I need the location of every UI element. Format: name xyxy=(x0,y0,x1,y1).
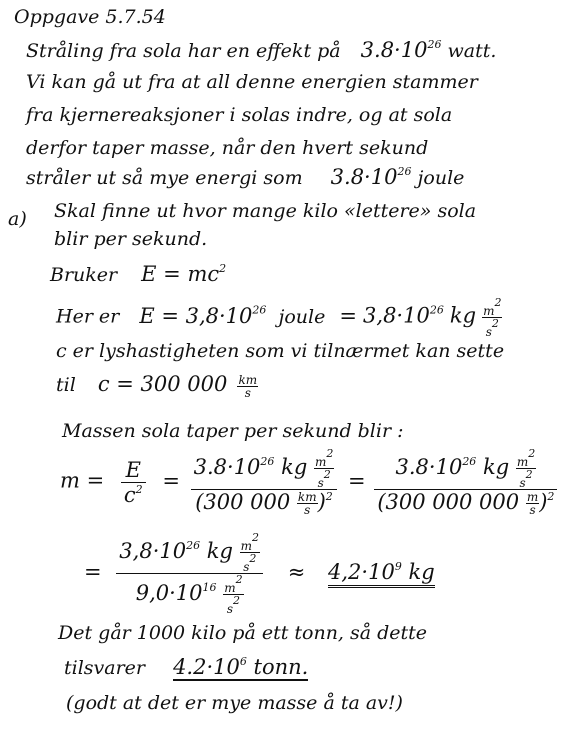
kg-unit: kg xyxy=(449,303,477,328)
mass-intro: Massen sola taper per sekund blir : xyxy=(62,420,404,442)
ton-line-1: Det går 1000 kilo på ett tonn, så dette xyxy=(58,622,428,644)
fraction-km-numerator xyxy=(191,448,338,490)
energy-equation: E = 3,8·10 xyxy=(139,303,253,328)
num-unit-fraction xyxy=(314,448,334,489)
fraction-e: E xyxy=(121,458,146,483)
m-equals: m = xyxy=(60,468,105,493)
num2-kg: kg xyxy=(483,455,510,479)
num3-unit-m: m xyxy=(240,539,253,553)
fraction-result-denominator xyxy=(116,574,263,615)
til-label: til xyxy=(56,374,76,396)
intro-text-5: stråler ut så mye energi som xyxy=(26,167,303,189)
speed-of-light-text: c er lyshastigheten som vi tilnærmet kan sette xyxy=(56,340,505,362)
unit-m-exponent: 2 xyxy=(494,296,502,309)
here-is-label: Her er xyxy=(56,305,120,328)
fraction-c-exponent: 2 xyxy=(135,482,143,496)
result-value: 4,2·10 xyxy=(328,560,395,584)
fraction-km xyxy=(191,448,338,516)
den2-pre: (300 000 000 xyxy=(377,490,520,514)
num-kg: kg xyxy=(281,455,308,479)
den2-unit-s: s xyxy=(529,503,536,517)
den2-exponent: 2 xyxy=(547,490,555,503)
formula: E = mc xyxy=(141,262,220,286)
closing-remark: (godt at det er mye masse å ta av!) xyxy=(66,692,403,714)
num-unit-s-exponent: 2 xyxy=(323,468,331,481)
num2-unit-s: s xyxy=(519,476,526,490)
mass-equation-line xyxy=(60,448,557,516)
num2-unit-s-exponent: 2 xyxy=(525,468,533,481)
result-exponent: 9 xyxy=(394,560,402,573)
unit-fraction-m2-s2 xyxy=(482,297,502,338)
unit-fraction-km-s xyxy=(237,374,258,399)
result-line xyxy=(84,532,435,615)
uses-label: Bruker xyxy=(50,264,118,286)
equals-sign-2: = xyxy=(162,468,180,493)
den3-unit-fraction xyxy=(223,574,243,615)
den1-pre: (300 000 xyxy=(195,490,291,514)
part-a-question-1: Skal finne ut hvor mange kilo «lettere» sola xyxy=(54,200,477,222)
approx-sign: ≈ xyxy=(287,560,306,584)
den1-post: ) xyxy=(317,490,326,514)
den2-unit xyxy=(526,491,539,516)
ton-label: tilsvarer xyxy=(64,657,146,679)
formula-line xyxy=(50,262,226,286)
ton-exponent: 6 xyxy=(239,655,247,668)
den3-unit-m: m xyxy=(224,581,236,595)
result-unit: kg xyxy=(408,560,435,584)
ton-line-2 xyxy=(64,655,308,679)
den2-unit-m: m xyxy=(526,490,539,504)
equals-sign-4: = xyxy=(84,560,102,584)
speed-of-light-value: c = 300 000 xyxy=(97,372,228,396)
speed-of-light-line xyxy=(56,372,258,399)
ton-unit: tonn. xyxy=(253,655,309,679)
den3-unit-m-exponent: 2 xyxy=(235,573,243,586)
intro-line-1 xyxy=(26,38,496,62)
num3-unit-s-exponent: 2 xyxy=(249,552,257,565)
num3-kg: kg xyxy=(206,539,233,563)
num3-unit-m-exponent: 2 xyxy=(252,531,260,544)
num-exponent: 26 xyxy=(260,455,275,468)
part-a-label: a) xyxy=(8,208,27,230)
num2-value: 3.8·10 xyxy=(395,455,463,479)
num2-unit-fraction xyxy=(516,448,536,489)
fraction-c: c xyxy=(123,482,136,507)
energy-value: 3.8·10 xyxy=(330,165,398,189)
den3-unit-s-exponent: 2 xyxy=(232,594,240,607)
num-value: 3.8·10 xyxy=(193,455,261,479)
energy-value-2-exponent: 26 xyxy=(429,303,444,317)
num3-unit-s: s xyxy=(243,560,250,574)
den1-unit-s: s xyxy=(304,503,311,517)
unit-m: m xyxy=(483,304,495,318)
energy-eq-exponent: 26 xyxy=(252,303,267,317)
den3-value: 9,0·10 xyxy=(135,581,203,605)
intro-line-3: fra kjernereaksjoner i solas indre, og at sola xyxy=(26,104,453,126)
final-result xyxy=(328,560,435,588)
intro-text-1: Stråling fra sola har en effekt på xyxy=(26,40,341,62)
power-exponent: 26 xyxy=(427,38,442,51)
page-title: Oppgave 5.7.54 xyxy=(14,6,166,28)
den2-post: ) xyxy=(539,490,548,514)
power-value: 3.8·10 xyxy=(360,38,428,62)
equals-sign-3: = xyxy=(348,468,366,493)
num-unit-m: m xyxy=(314,455,327,469)
formula-exponent: 2 xyxy=(219,262,227,275)
fraction-km-denominator xyxy=(191,490,338,516)
unit-s: s xyxy=(485,325,492,339)
den1-exponent: 2 xyxy=(325,490,333,503)
energy-line xyxy=(56,297,502,338)
unit-per-s: s xyxy=(244,385,251,400)
ton-result xyxy=(173,655,308,681)
den1-unit xyxy=(297,491,318,516)
power-unit: watt. xyxy=(447,40,497,62)
ton-value: 4.2·10 xyxy=(173,655,240,679)
fraction-m xyxy=(374,448,557,516)
fraction-m-denominator xyxy=(374,490,557,516)
intro-line-4: derfor taper masse, når den hvert sekund xyxy=(26,137,429,159)
fraction-result xyxy=(116,532,263,615)
unit-s-exponent: 2 xyxy=(491,317,499,330)
part-a-question-2: blir per sekund. xyxy=(54,228,208,250)
intro-line-5 xyxy=(26,165,464,189)
num3-unit-fraction xyxy=(240,532,260,573)
intro-line-2: Vi kan gå ut fra at all denne energien stammer xyxy=(26,71,478,93)
joule-label: joule xyxy=(278,305,326,328)
num3-exponent: 26 xyxy=(186,539,201,552)
fraction-e-over-c2 xyxy=(121,458,146,507)
num-unit-s: s xyxy=(317,476,324,490)
num2-unit-m: m xyxy=(516,455,529,469)
den3-exponent: 16 xyxy=(202,581,217,594)
num2-exponent: 26 xyxy=(462,455,477,468)
num-unit-m-exponent: 2 xyxy=(326,447,334,460)
unit-km: km xyxy=(238,372,258,387)
equals-sign: = xyxy=(339,303,357,328)
den3-unit-s: s xyxy=(226,602,233,616)
num2-unit-m-exponent: 2 xyxy=(528,447,536,460)
energy-exponent: 26 xyxy=(397,165,412,178)
den1-unit-km: km xyxy=(297,490,317,504)
num3-value: 3,8·10 xyxy=(119,539,187,563)
fraction-result-numerator xyxy=(116,532,263,574)
fraction-m-numerator xyxy=(374,448,557,490)
energy-value-2: 3,8·10 xyxy=(363,303,430,328)
energy-unit: joule xyxy=(417,167,465,189)
